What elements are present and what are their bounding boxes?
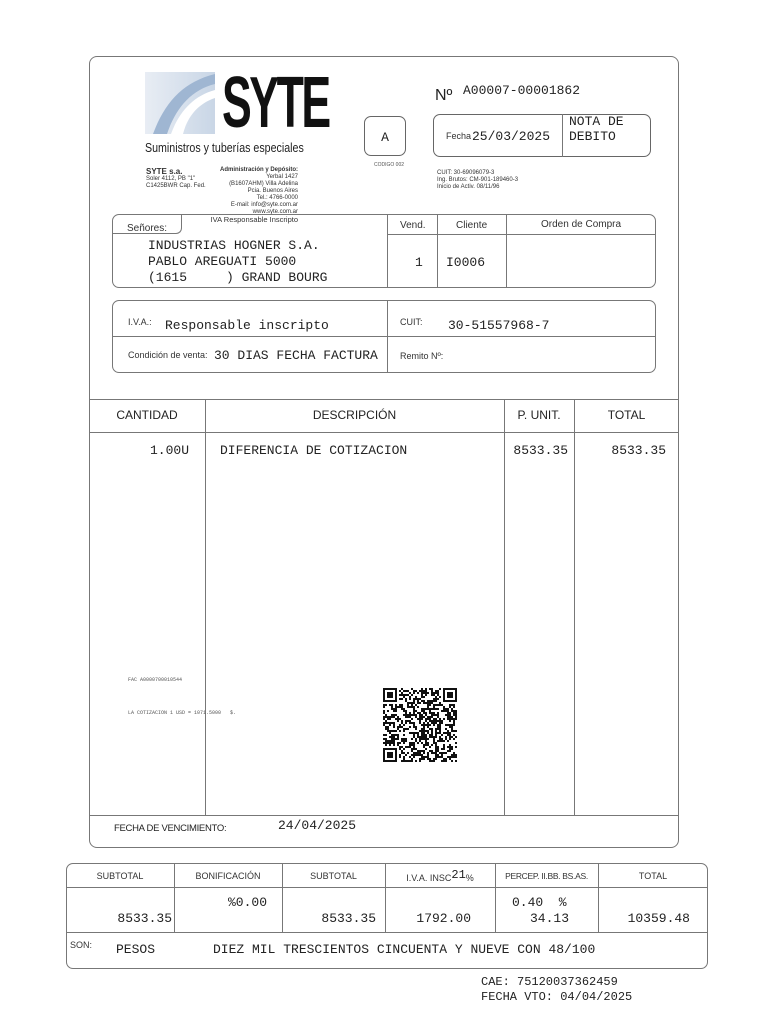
syte-logo-icon	[145, 72, 215, 134]
val-subtotal1: 8533.35	[117, 911, 172, 926]
brand-tagline: Suministros y tuberías especiales	[145, 140, 304, 155]
condicion-value: 30 DIAS FECHA FACTURA	[214, 348, 378, 363]
client-address: PABLO AREGUATI 5000	[148, 254, 297, 269]
company-inicio: Inicio de Activ. 08/11/96	[437, 184, 500, 190]
header-descripcion: DESCRIPCIÓN	[312, 408, 397, 422]
company-address-2: C1425BWR Cap. Fed.	[146, 183, 206, 189]
codigo: CODIGO 002	[374, 162, 405, 168]
val-percep: 34.13	[529, 911, 569, 926]
val-percep-pct: 0.40 %	[512, 895, 567, 910]
cliente-label: Cliente	[456, 220, 488, 231]
admin-line-3: Pcia. Buenos Aires	[247, 188, 298, 194]
doc-type-1: NOTA DE	[569, 114, 624, 129]
th-subtotal1: SUBTOTAL	[96, 871, 144, 881]
orden-label: Orden de Compra	[541, 219, 622, 230]
son-text: DIEZ MIL TRESCIENTOS CINCUENTA Y NUEVE CON 48/100	[213, 942, 596, 957]
admin-line-5: E-mail: info@syte.com.ar	[230, 202, 298, 208]
th-total: TOTAL	[638, 871, 668, 881]
th-iva-label: I.V.A. INSC	[406, 873, 452, 883]
fecha-value: 25/03/2025	[472, 129, 551, 144]
val-subtotal2: 8533.35	[321, 911, 376, 926]
th-percep: PERCEP. II.BB. BS.AS.	[505, 871, 588, 881]
son-label: SON:	[70, 940, 93, 950]
client-cliente: I0006	[446, 255, 486, 270]
doc-letter: A	[381, 130, 389, 145]
note-factura: FAC A0000700010544	[128, 677, 183, 683]
condicion-label: Condición de venta:	[128, 350, 208, 360]
client-name: INDUSTRIAS HOGNER S.A.	[148, 238, 320, 253]
cuit-label: CUIT:	[400, 317, 423, 327]
iva-condition: IVA Responsable Inscripto	[210, 215, 298, 224]
val-total: 10359.48	[627, 911, 690, 926]
note-cotizacion: LA COTIZACION 1 USD = 1071.5000 $.	[128, 710, 237, 716]
doc-type-2: DEBITO	[569, 129, 616, 144]
row-punit: 8533.35	[513, 443, 568, 458]
th-iva-pct-suffix: %	[465, 873, 474, 883]
numero-prefix: Nº	[435, 87, 453, 104]
numero: A00007-00001862	[463, 83, 581, 98]
iva-value: Responsable inscripto	[165, 318, 329, 333]
senores-label: Señores:	[127, 223, 168, 234]
header-total: TOTAL	[607, 408, 646, 422]
val-bonificacion: %0.00	[228, 895, 268, 910]
cae: CAE: 75120037362459	[481, 975, 618, 989]
remito-label: Remito Nº:	[400, 351, 444, 361]
row-cantidad: 1.00U	[149, 443, 189, 458]
vencimiento-label: FECHA DE VENCIMIENTO:	[114, 823, 227, 834]
son-currency: PESOS	[116, 942, 156, 957]
client-vend: 1	[415, 255, 423, 270]
admin-line-2: (B1607AHM) Villa Adelina	[229, 181, 298, 187]
row-descripcion: DIFERENCIA DE COTIZACION	[220, 443, 408, 458]
admin-title: Administración y Depósito:	[219, 167, 298, 173]
fecha-label: Fecha	[446, 131, 472, 141]
brand-name: SYTE	[222, 63, 329, 143]
vend-label: Vend.	[400, 220, 426, 231]
th-bonificacion: BONIFICACIÓN	[195, 871, 261, 881]
client-city: (1615 ) GRAND BOURG	[148, 270, 328, 285]
header-cantidad: CANTIDAD	[116, 408, 178, 422]
company-address-1: Soler 4112, PB "1"	[146, 176, 196, 182]
th-iva	[385, 868, 495, 885]
admin-line-6: www.syte.com.ar	[252, 209, 298, 215]
th-iva-pct: 21	[451, 868, 466, 882]
company-cuit: CUIT: 30-69096079-3	[437, 170, 495, 176]
val-iva: 1792.00	[416, 911, 471, 926]
fecha-vto: FECHA VTO: 04/04/2025	[481, 990, 633, 1004]
row-total: 8533.35	[611, 443, 666, 458]
company-ingbrutos: Ing. Brutos: CM-901-189460-3	[437, 177, 519, 183]
cuit-value: 30-51557968-7	[448, 318, 550, 333]
admin-line-1: Yerbal 1427	[266, 174, 298, 180]
iva-label: I.V.A.:	[128, 317, 152, 327]
vencimiento-value: 24/04/2025	[278, 818, 357, 833]
company-name: SYTE s.a.	[146, 167, 183, 176]
header-punit: P. UNIT.	[517, 408, 561, 422]
company-tax	[437, 170, 518, 191]
th-subtotal2: SUBTOTAL	[310, 871, 357, 881]
qr-code-icon	[382, 687, 458, 765]
admin-line-4: Tel.: 4766-0000	[256, 195, 298, 201]
